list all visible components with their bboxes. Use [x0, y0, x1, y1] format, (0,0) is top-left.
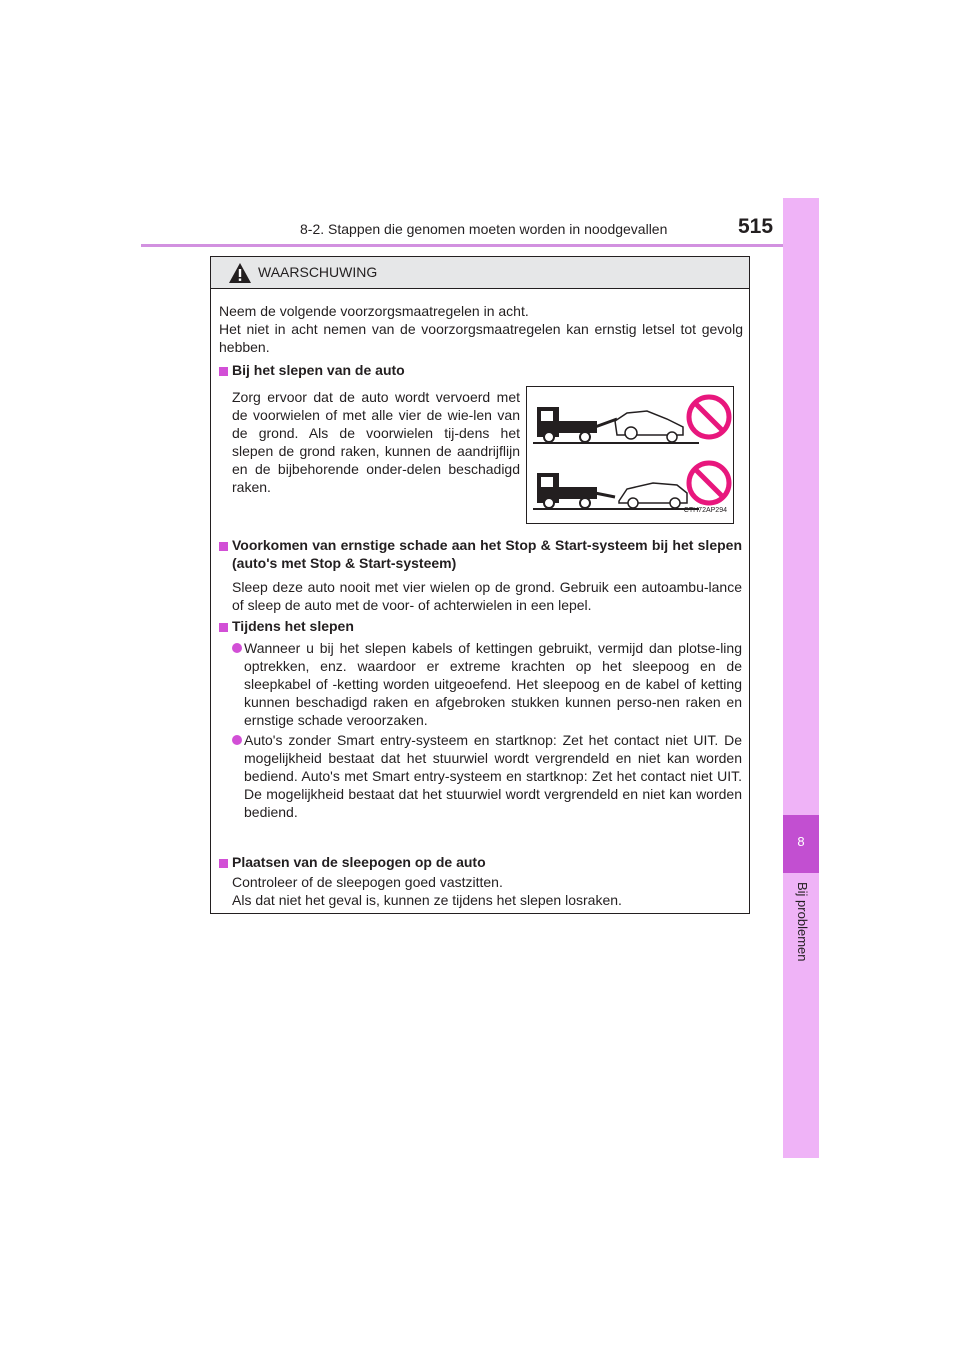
page-number: 515 [738, 215, 774, 238]
bullet-text: Wanneer u bij het slepen kabels of kettingen gebruikt, vermijd dan plotse-ling optrekken, enz. waardoor er extreme krachten op het sleepoog en de sleepkabel of -ketting worden uitgeoefend. Het sleepoog en de kabel of ketting kunnen beschadigd raken en afgebroken stukken kunnen perso-nen raken en ernstige schade veroorzaken. [244, 640, 742, 728]
chapter-number: 8 [797, 834, 805, 849]
warning-title: WAARSCHUWING [258, 264, 378, 280]
chapter-side-tab [783, 198, 819, 1158]
warning-box [210, 256, 750, 914]
section-text: Zorg ervoor dat de auto wordt vervoerd met de voorwielen of met alle vier de wie-len van de grond. Als de voorwielen tij-dens het slepen de grond raken, kunnen de aandrijflijn en de bijbehorende onder-delen beschadigd raken. [232, 389, 520, 495]
bullet-dot [232, 643, 242, 653]
section-marker [219, 859, 228, 868]
intro-line-2: Het niet in acht nemen van de voorzorgsmaatregelen kan ernstig letsel tot gevolg hebben. [219, 321, 743, 355]
warning-triangle-icon [228, 262, 252, 284]
section-marker [219, 542, 228, 551]
section-text-line-2: Als dat niet het geval is, kunnen ze tijdens het slepen losraken. [232, 892, 622, 908]
bullet-dot [232, 735, 242, 745]
section-heading: Bij het slepen van de auto [232, 362, 405, 378]
section-marker [219, 623, 228, 632]
warning-header [211, 257, 749, 289]
running-header: 8-2. Stappen die genomen moeten worden in noodgevallen [300, 221, 668, 237]
section-text-line-1: Controleer of de sleepogen goed vastzitten. [232, 874, 503, 890]
section-heading: Voorkomen van ernstige schade aan het Stop & Start-systeem bij het slepen (auto's met Stop & Start-systeem) [232, 537, 742, 571]
header-divider [141, 244, 819, 247]
chapter-label: Bij problemen [795, 882, 810, 962]
towing-illustration [526, 386, 734, 524]
section-heading: Plaatsen van de sleepogen op de auto [232, 854, 486, 870]
section-heading: Tijdens het slepen [232, 618, 354, 634]
figure-code: CTH72AP294 [683, 507, 727, 514]
section-marker [219, 367, 228, 376]
intro-line-1: Neem de volgende voorzorgsmaatregelen in acht. [219, 303, 529, 319]
section-text: Sleep deze auto nooit met vier wielen op de grond. Gebruik een autoambu-lance of sleep de auto met de voor- of achterwielen in een lepel. [232, 579, 742, 613]
bullet-text: Auto's zonder Smart entry-systeem en startknop: Zet het contact niet UIT. De mogelijkheid bestaat dat het stuurwiel wordt vergrendeld en niet kan worden bediend. Auto's met Smart entry-systeem en startknop: Zet het contact niet UIT. De mogelijkheid bestaat dat het stuurwiel wordt vergrendeld en niet kan worden bediend. [244, 732, 742, 820]
